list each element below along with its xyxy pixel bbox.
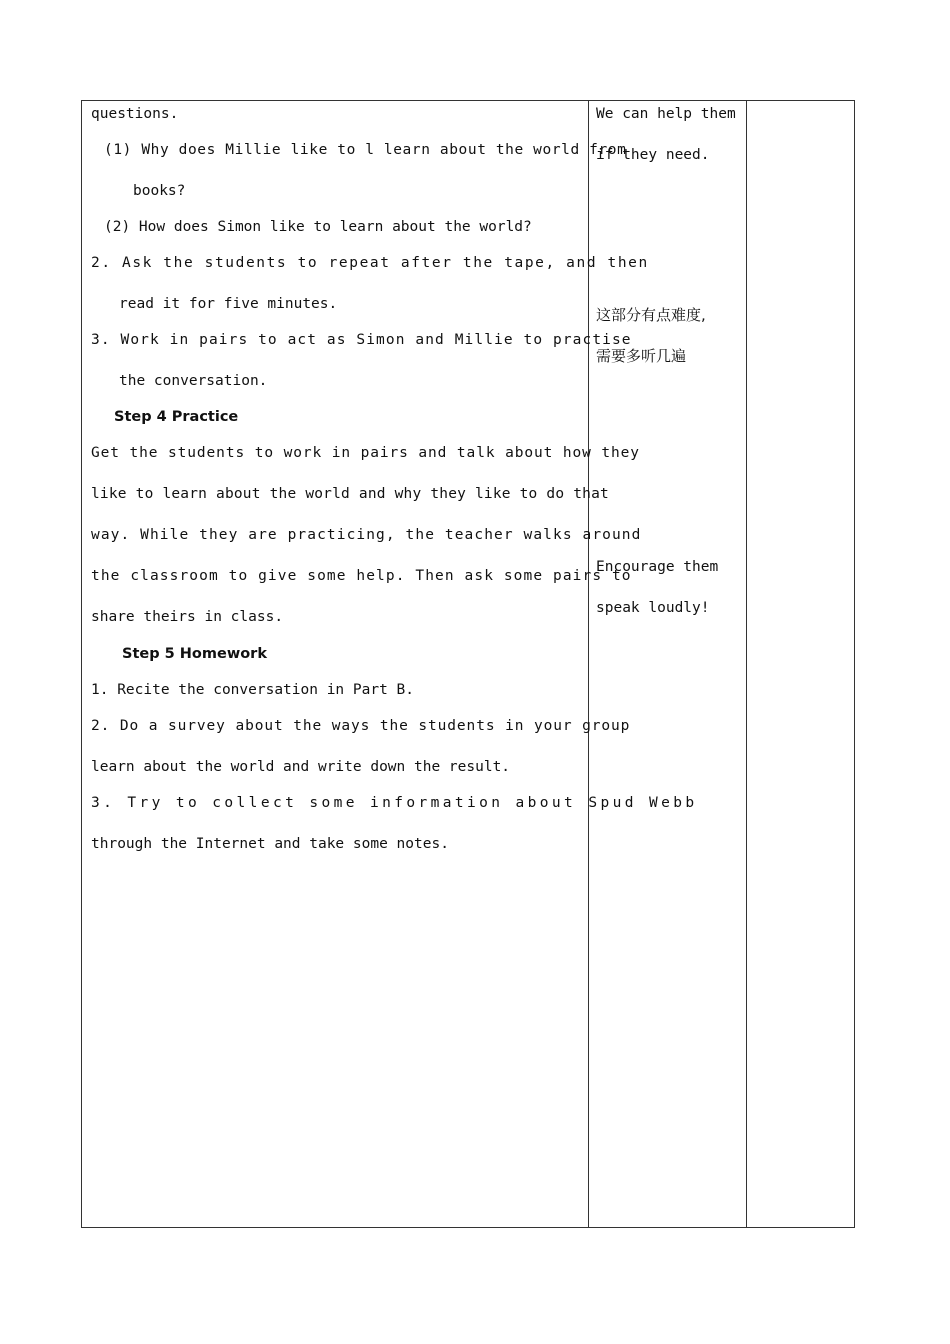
practice-line-2: like to learn about the world and why they like to do that (91, 486, 609, 502)
practice-line-1: Get the students to work in pairs and talk about how they (91, 445, 640, 461)
note-2-line-2: 需要多听几遍 (596, 347, 687, 365)
step-4-heading: Step 4 Practice (114, 409, 239, 425)
step-5-heading: Step 5 Homework (122, 646, 267, 662)
practice-line-4: the classroom to give some help. Then ask some pairs to (91, 568, 632, 584)
homework-1: 1. Recite the conversation in Part B. (91, 682, 415, 698)
homework-3-line-2: through the Internet and take some notes. (91, 836, 449, 852)
homework-2-line-1: 2. Do a survey about the ways the students in your group (91, 718, 631, 734)
questions-intro: questions. (91, 106, 179, 122)
item-3-line-1: 3. Work in pairs to act as Simon and Millie to practise (91, 332, 632, 348)
practice-line-5: share theirs in class. (91, 609, 284, 625)
item-2-line-2: read it for five minutes. (119, 296, 338, 312)
lesson-table (81, 100, 855, 1228)
item-3-line-2: the conversation. (119, 373, 268, 389)
question-1-line-1 (104, 140, 627, 160)
practice-line-3: way. While they are practicing, the teacher walks around (91, 527, 642, 543)
question-2: (2) How does Simon like to learn about the world? (104, 219, 532, 235)
question-1-line-1-text: (1) Why does Millie like to l learn about the world from (104, 142, 627, 158)
notes-column (588, 101, 747, 1227)
note-3-line-2: speak loudly! (596, 600, 710, 616)
note-1-line-1: We can help them (596, 106, 736, 122)
note-1-line-2: if they need. (596, 147, 710, 163)
homework-2-line-2: learn about the world and write down the result. (91, 759, 511, 775)
note-3-line-1: Encourage them (596, 559, 719, 575)
note-2-line-1: 这部分有点难度, (596, 306, 706, 324)
question-1-line-2: books? (133, 183, 186, 199)
item-2-line-1: 2. Ask the students to repeat after the tape, and then (91, 255, 649, 271)
homework-3-line-1: 3. Try to collect some information about Spud Webb (91, 795, 698, 811)
empty-column (746, 101, 854, 1227)
